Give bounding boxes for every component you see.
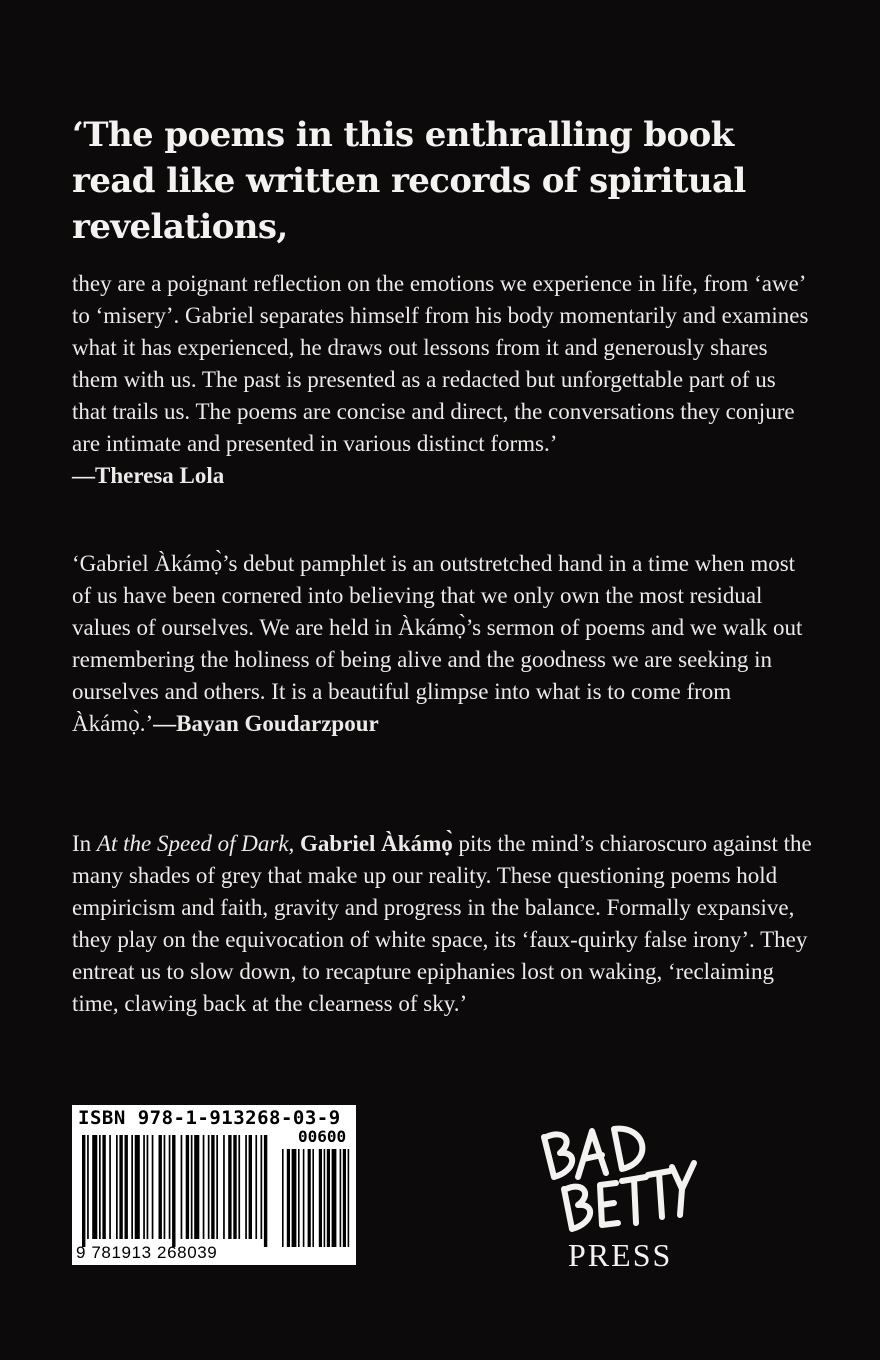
book-title: At the Speed of Dark <box>96 831 289 856</box>
headline-quote: ‘The poems in this enthralling book read like written records of spiritual revelations, <box>72 115 746 247</box>
barcode-bar <box>109 1135 111 1239</box>
barcode-bar <box>211 1135 214 1239</box>
barcode-bar <box>131 1135 133 1239</box>
barcode-bar <box>228 1135 231 1239</box>
review-theresa-lola <box>72 268 812 492</box>
barcode-bar <box>152 1135 154 1239</box>
barcode-bar <box>87 1135 89 1239</box>
barcode-bar <box>164 1135 166 1239</box>
barcode-bar <box>119 1135 122 1239</box>
barcode-bar <box>208 1135 210 1239</box>
isbn-barcode <box>72 1105 356 1265</box>
blurb-intro: In <box>72 831 97 856</box>
review-text: ‘Gabriel Àkámọ̀’s debut pamphlet is an outstretched hand in a time when most of us have been cornered into believing that we only own the most residual values of ourselves. We are held in Àkámọ̀’s sermon of poems and we walk out remembering the holiness of being alive and the goodness we are seeking in ourselves and others. It is a beautiful glimpse into what is to come from Àkámọ̀.’ <box>72 551 803 736</box>
barcode-bar <box>312 1149 314 1247</box>
barcode-bar <box>203 1135 205 1239</box>
isbn-label: ISBN 978-1-913268-03-9 <box>78 1107 341 1129</box>
author-name: Gabriel Àkámọ̀ <box>300 831 453 856</box>
barcode-bar <box>116 1135 118 1239</box>
barcode-bar <box>261 1135 263 1239</box>
barcode-bar <box>125 1135 128 1239</box>
barcode-bar <box>343 1149 346 1247</box>
barcode-bar <box>298 1149 300 1247</box>
barcode-bar <box>282 1149 284 1247</box>
barcode-bar <box>327 1149 330 1247</box>
barcode-bar <box>245 1135 247 1239</box>
barcode-bar <box>159 1135 162 1239</box>
barcode-bar <box>287 1149 290 1247</box>
review-text: they are a poignant reflection on the emotions we experience in life, from ‘awe’ to ‘misery’. Gabriel separates himself from his body momentarily and examines what it has experienced, he draws out lessons from it and generously shares them with us. The past is presented as a redacted but unforgettable part of us that trails us. The poems are concise and direct, the conversations they conjure are intimate and presented in various distinct forms.’ <box>72 271 809 456</box>
barcode-bar <box>238 1135 240 1239</box>
bad-betty-press-logo <box>530 1115 700 1275</box>
barcode-bar <box>292 1149 297 1247</box>
barcode-bar <box>332 1149 337 1247</box>
barcode-bar <box>82 1135 85 1247</box>
review-attribution: —Bayan Goudarzpour <box>153 711 379 736</box>
barcode-bar <box>147 1135 149 1239</box>
barcode-bar <box>135 1135 140 1239</box>
barcode-bar <box>143 1135 145 1239</box>
barcode-bar <box>255 1135 257 1239</box>
barcode-bar <box>264 1135 267 1247</box>
price-code: 00600 <box>298 1127 347 1146</box>
review-attribution: —Theresa Lola <box>72 463 225 488</box>
barcode-bar <box>216 1135 218 1239</box>
barcode-bar <box>348 1149 350 1247</box>
barcode-bar <box>308 1149 311 1247</box>
barcode-bar <box>194 1135 199 1239</box>
bad-betty-logo-mark <box>530 1115 700 1240</box>
barcode-bar <box>92 1135 97 1239</box>
barcode-bar <box>303 1149 305 1247</box>
review-bayan-goudarzpour <box>72 548 812 740</box>
barcode-bar <box>99 1135 101 1239</box>
barcode-bar <box>191 1135 193 1239</box>
barcode-bar <box>181 1135 183 1239</box>
barcode-bar <box>249 1135 252 1239</box>
blurb-comma: , <box>288 831 301 856</box>
barcode-bar <box>102 1135 105 1239</box>
press-label: PRESS <box>568 1237 673 1273</box>
barcode-bar <box>186 1135 189 1239</box>
blurb-text: pits the mind’s chiaroscuro against the many shades of grey that make up our reality. These questioning poems hold empiricism and faith, gravity and progress in the balance. Formally expansive, they play on the equivocation of white space, its ‘faux-quirky false irony’. They entreat us to slow down, to recapture epiphanies lost on waking, ‘reclaiming time, clawing back at the clearness of sky.’ <box>72 831 812 1016</box>
barcode-bar <box>340 1149 342 1247</box>
book-blurb <box>72 828 812 1020</box>
barcode-bar <box>319 1149 322 1247</box>
barcode-bar <box>223 1135 225 1239</box>
barcode-bar <box>169 1135 171 1239</box>
barcode-bar <box>233 1135 236 1239</box>
ean-digits: 9 781913 268039 <box>76 1243 218 1262</box>
barcode-bar <box>324 1149 326 1247</box>
barcode-bar <box>172 1135 175 1247</box>
